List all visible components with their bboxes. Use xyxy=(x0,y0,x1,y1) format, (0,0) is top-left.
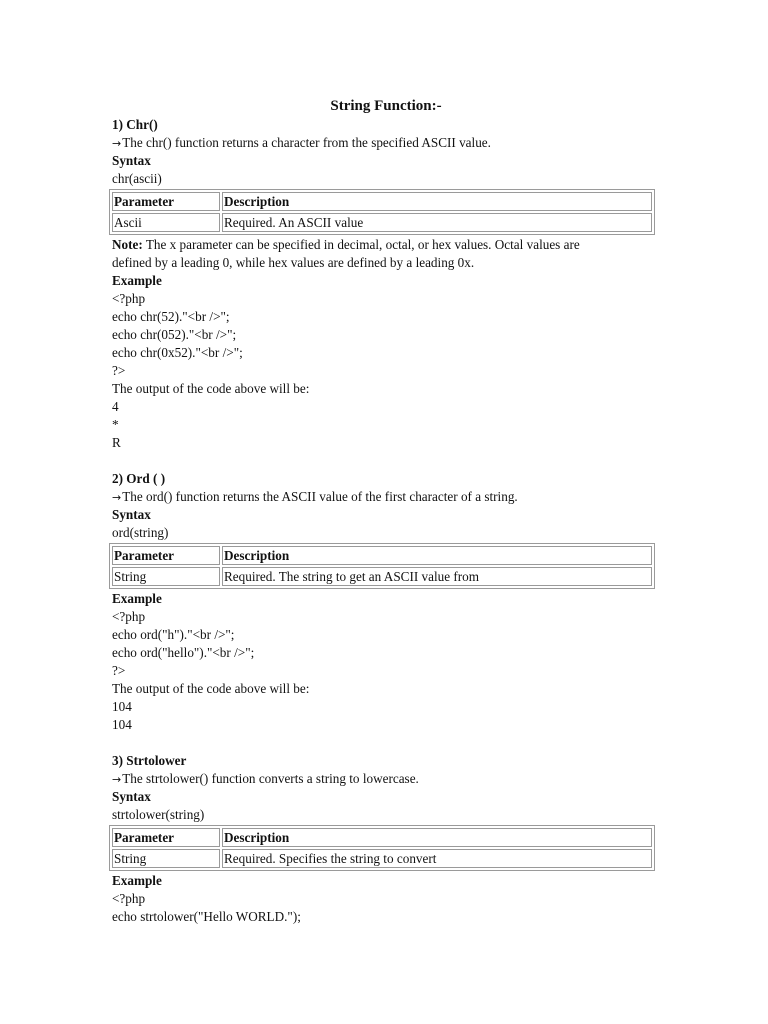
section-heading: 1) Chr() xyxy=(112,117,158,132)
document-content xyxy=(112,96,660,926)
table-row xyxy=(112,213,652,232)
parameter-table xyxy=(109,189,655,235)
section-intro: →The chr() function returns a character from the specified ASCII value. xyxy=(112,135,491,150)
table-row xyxy=(112,567,652,586)
syntax-text: chr(ascii) xyxy=(112,171,162,186)
table-header-row xyxy=(112,192,652,211)
code-line: echo strtolower("Hello WORLD."); xyxy=(112,909,301,924)
code-line: echo ord("hello")."<br />"; xyxy=(112,645,255,660)
syntax-label: Syntax xyxy=(112,153,151,168)
section-heading: 3) Strtolower xyxy=(112,753,187,768)
table-cell: Required. An ASCII value xyxy=(222,213,652,232)
output-line: 4 xyxy=(112,399,119,414)
section-strtolower xyxy=(112,752,660,926)
example-label: Example xyxy=(112,873,162,888)
arrow-icon: → xyxy=(112,491,122,504)
syntax-label: Syntax xyxy=(112,789,151,804)
section-intro: →The strtolower() function converts a string to lowercase. xyxy=(112,771,419,786)
page-title: String Function:- xyxy=(330,98,442,114)
arrow-icon: → xyxy=(112,773,122,786)
table-cell: Required. Specifies the string to convert xyxy=(222,849,652,868)
syntax-label: Syntax xyxy=(112,507,151,522)
output-line: * xyxy=(112,417,119,432)
table-header-cell: Description xyxy=(222,546,652,565)
note-line: defined by a leading 0, while hex values are defined by a leading 0x. xyxy=(112,255,475,270)
output-line: R xyxy=(112,435,121,450)
syntax-text: strtolower(string) xyxy=(112,807,205,822)
section-spacer xyxy=(112,734,660,752)
code-line: <?php xyxy=(112,891,146,906)
section-intro: →The ord() function returns the ASCII value of the first character of a string. xyxy=(112,489,518,504)
code-line: echo chr(052)."<br />"; xyxy=(112,327,237,342)
code-line: ?> xyxy=(112,363,126,378)
table-header-cell: Description xyxy=(222,828,652,847)
parameter-table xyxy=(109,825,655,871)
table-cell: Required. The string to get an ASCII value from xyxy=(222,567,652,586)
arrow-icon: → xyxy=(112,137,122,150)
code-line: echo chr(52)."<br />"; xyxy=(112,309,230,324)
code-line: echo chr(0x52)."<br />"; xyxy=(112,345,243,360)
table-header-cell: Parameter xyxy=(112,192,220,211)
section-heading: 2) Ord ( ) xyxy=(112,471,166,486)
example-label: Example xyxy=(112,591,162,606)
note-label: Note: xyxy=(112,237,143,252)
section-chr xyxy=(112,116,660,452)
section-spacer xyxy=(112,452,660,470)
code-line: ?> xyxy=(112,663,126,678)
table-header-cell: Parameter xyxy=(112,546,220,565)
code-line: echo ord("h")."<br />"; xyxy=(112,627,235,642)
table-header-cell: Description xyxy=(222,192,652,211)
table-header-row xyxy=(112,546,652,565)
code-line: <?php xyxy=(112,291,146,306)
table-row xyxy=(112,849,652,868)
code-line: <?php xyxy=(112,609,146,624)
output-label: The output of the code above will be: xyxy=(112,381,310,396)
syntax-text: ord(string) xyxy=(112,525,169,540)
table-header-row xyxy=(112,828,652,847)
table-cell: Ascii xyxy=(112,213,220,232)
table-header-cell: Parameter xyxy=(112,828,220,847)
note-line: Note: The x parameter can be specified in decimal, octal, or hex values. Octal values are xyxy=(112,237,580,252)
output-line: 104 xyxy=(112,717,132,732)
output-line: 104 xyxy=(112,699,132,714)
section-ord xyxy=(112,470,660,734)
parameter-table xyxy=(109,543,655,589)
example-label: Example xyxy=(112,273,162,288)
table-cell: String xyxy=(112,567,220,586)
table-cell: String xyxy=(112,849,220,868)
output-label: The output of the code above will be: xyxy=(112,681,310,696)
